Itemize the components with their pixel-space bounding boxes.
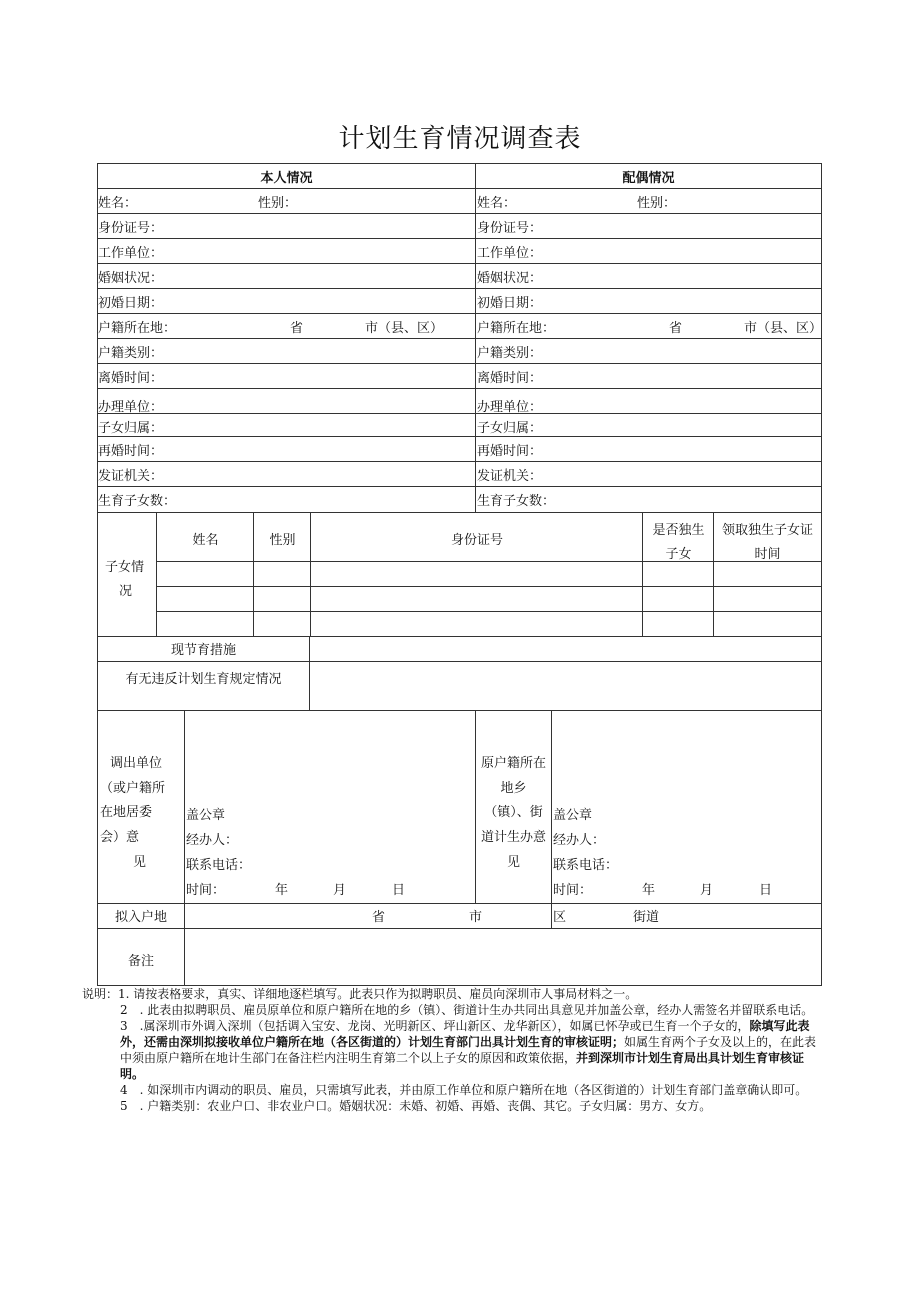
self-marital-label: 婚姻状况：: [98, 271, 164, 286]
self-handling-label: 办理单位：: [98, 400, 164, 415]
handler-label: 经办人：: [553, 833, 606, 848]
day-label: 日: [759, 883, 773, 898]
year-label: 年: [642, 883, 656, 898]
spouse-work-label: 工作单位：: [477, 246, 543, 261]
spouse-marital-label: 婚姻状况：: [477, 271, 543, 286]
self-city-label: 市（县、区）: [365, 321, 444, 336]
note-3-bold-2: 并到深圳市计划生育局出具计划生育审核证明。: [120, 1051, 805, 1081]
time-label: 时间：: [553, 883, 593, 898]
self-province-label: 省: [290, 321, 304, 336]
orig-hukou-label: 道计生办意: [480, 830, 546, 845]
handler-label: 经办人：: [186, 833, 239, 848]
notes: [82, 986, 827, 1114]
spouse-id-label: 身份证号：: [477, 221, 543, 236]
spouse-issuer-label: 发证机关：: [477, 469, 543, 484]
self-work-label: 工作单位：: [98, 246, 164, 261]
col-cert-time: 领取独生子女证: [721, 523, 813, 538]
year-label: 年: [275, 883, 289, 898]
note-5: 5 . 户籍类别：农业户口、非农业户口。婚姻状况：未婚、初婚、再婚、丧偶、其它。子女归属：男方、女方。: [120, 1099, 712, 1113]
self-divorce-label: 离婚时间：: [98, 371, 164, 386]
seal-label: 盖公章: [186, 808, 226, 823]
planned-hukou-label: 拟入户地: [114, 910, 167, 925]
province-label: 省: [372, 910, 386, 925]
col-only-child-2: 子女: [665, 547, 692, 562]
spouse-children-count-label: 生育子女数：: [477, 494, 556, 509]
phone-label: 联系电话：: [553, 858, 619, 873]
out-unit-label: 在地居委: [100, 805, 153, 820]
orig-hukou-label: （镇）、街: [484, 805, 543, 820]
spouse-first-marriage-label: 初婚日期：: [477, 296, 543, 311]
note-3: 3 .属深圳市外调入深圳（包括调入宝安、龙岗、光明新区、坪山新区、龙华新区），如属已怀孕或已生育一个子女的，: [120, 1019, 750, 1033]
self-header: 本人情况: [260, 171, 313, 186]
spouse-hukou-type-label: 户籍类别：: [477, 346, 543, 361]
spouse-header: 配偶情况: [622, 171, 675, 186]
col-id: 身份证号: [450, 533, 503, 548]
self-custody-label: 子女归属：: [98, 421, 164, 436]
remarks-field[interactable]: [184, 928, 822, 986]
street-label: 街道: [633, 910, 660, 925]
self-first-marriage-label: 初婚日期：: [98, 296, 164, 311]
spouse-gender-label: 性别：: [637, 196, 677, 211]
seal-label: 盖公章: [553, 808, 593, 823]
children-label: 子女情: [105, 560, 145, 575]
out-unit-field[interactable]: [184, 710, 476, 904]
planned-hukou-field[interactable]: [184, 903, 552, 929]
month-label: 月: [333, 883, 347, 898]
self-remarriage-label: 再婚时间：: [98, 444, 164, 459]
note-3-cont: 如属生育两个子女及以上的，在此表中须由原户籍所在地计生部门在备注栏内注明生育第二个以上子女的原因和政策依据，: [120, 1035, 817, 1065]
district-label: 区: [553, 910, 567, 925]
spouse-handling-label: 办理单位：: [477, 400, 543, 415]
self-issuer-label: 发证机关：: [98, 469, 164, 484]
page-title: 计划生育情况调查表: [338, 124, 582, 154]
spouse-name-label: 姓名：: [477, 196, 517, 211]
time-label: 时间：: [186, 883, 226, 898]
orig-hukou-label: 地乡: [500, 781, 527, 796]
out-unit-label: （或户籍所: [100, 781, 166, 796]
remarks-label: 备注: [127, 954, 154, 969]
self-id-label: 身份证号：: [98, 221, 164, 236]
col-name: 姓名: [192, 533, 219, 548]
spouse-divorce-label: 离婚时间：: [477, 371, 543, 386]
note-3-bold: 除填写此表外，还需由深圳拟接收单位户籍所在地（各区街道的）计划生育部门出具计划生育的审核证明；: [120, 1019, 810, 1049]
violation-field[interactable]: [309, 661, 822, 711]
month-label: 月: [700, 883, 714, 898]
col-gender: 性别: [269, 533, 296, 548]
note-2: 2 . 此表由拟聘职员、雇员原单位和原户籍所在地的乡（镇）、街道计生办共同出具意见并加盖公章，经办人需签名并留联系电话。: [120, 1003, 814, 1017]
spouse-remarriage-label: 再婚时间：: [477, 444, 543, 459]
spouse-hukou-loc-label: 户籍所在地：: [477, 321, 556, 336]
phone-label: 联系电话：: [186, 858, 252, 873]
day-label: 日: [392, 883, 406, 898]
self-children-count-label: 生育子女数：: [98, 494, 177, 509]
out-unit-label: 会）意: [100, 830, 140, 845]
contraception-label: 现节育措施: [170, 643, 236, 658]
out-unit-label: 见: [133, 855, 147, 870]
spouse-city-label: 市（县、区）: [744, 321, 823, 336]
self-gender-label: 性别：: [258, 196, 298, 211]
contraception-field[interactable]: [309, 636, 822, 662]
note-4: 4 . 如深圳市内调动的职员、雇员，只需填写此表，并由原工作单位和原户籍所在地（各区街道的）计划生育部门盖章确认即可。: [120, 1083, 808, 1097]
orig-hukou-label: 见: [506, 855, 520, 870]
violation-label: 有无违反计划生育规定情况: [125, 672, 282, 687]
children-label-2: 况: [119, 584, 133, 599]
col-only-child: 是否独生: [652, 523, 705, 538]
out-unit-label: 调出单位: [110, 756, 163, 771]
orig-hukou-label: 原户籍所在: [480, 756, 546, 771]
self-hukou-type-label: 户籍类别：: [98, 346, 164, 361]
col-cert-time-2: 时间: [754, 547, 781, 562]
spouse-custody-label: 子女归属：: [477, 421, 543, 436]
city-label: 市: [469, 910, 483, 925]
self-name-label: 姓名：: [98, 196, 138, 211]
self-hukou-loc-label: 户籍所在地：: [98, 321, 177, 336]
note-1: 说明：1. 请按表格要求，真实、详细地逐栏填写。此表只作为拟聘职员、雇员向深圳市人事局材料之一。: [82, 987, 638, 1001]
spouse-province-label: 省: [669, 321, 683, 336]
